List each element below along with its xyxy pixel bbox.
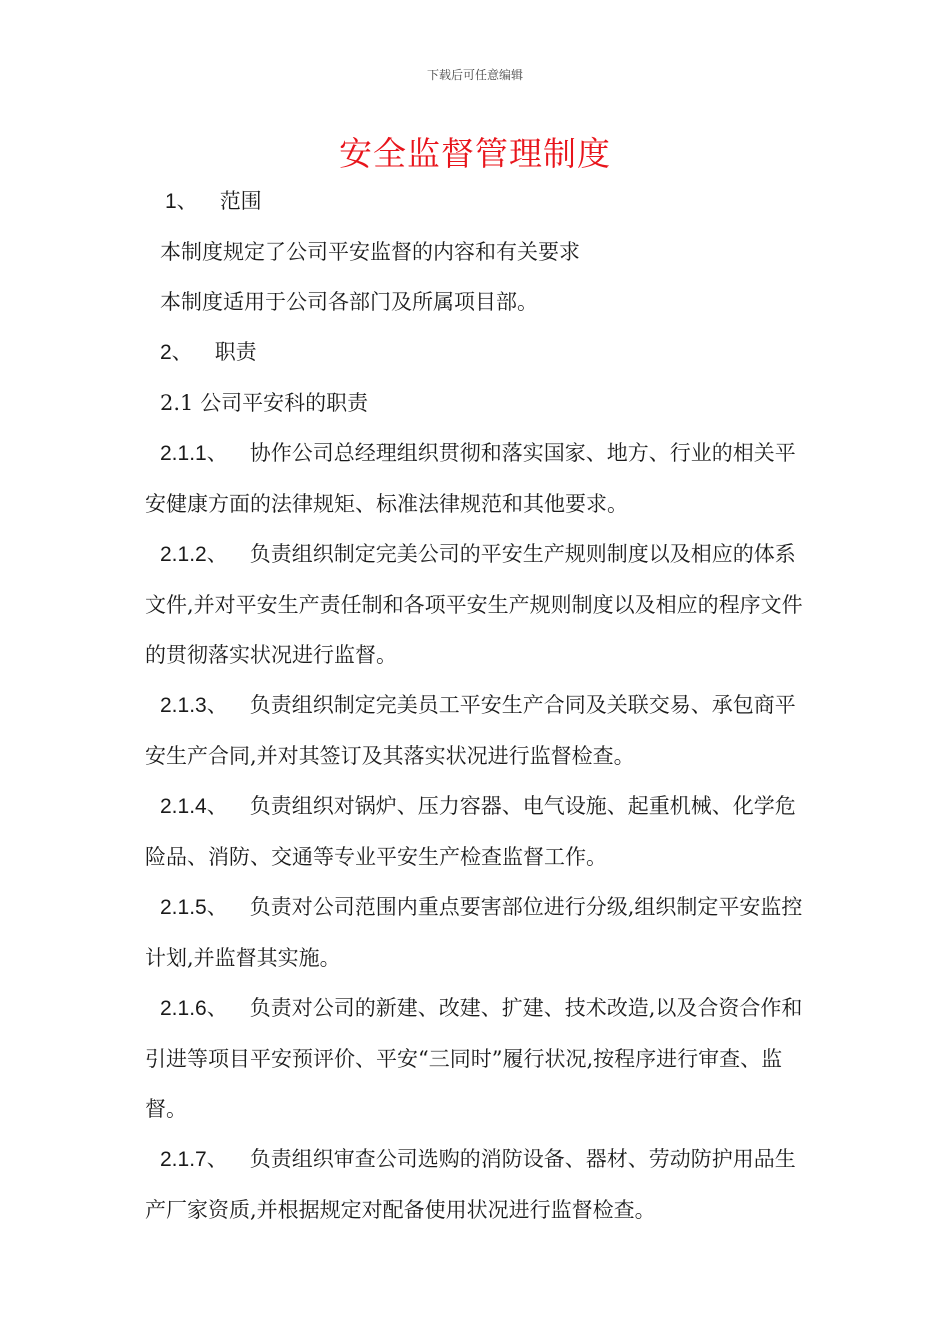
list-item (145, 529, 810, 680)
section-1-title: 范围 (219, 189, 262, 213)
header-note: 下载后可任意编辑 (426, 68, 523, 82)
list-item (145, 1134, 810, 1235)
section-1-paragraph-2: 本制度适用于公司各部门及所属项目部。 (160, 290, 538, 314)
item-number: 2.1.3、 (160, 694, 228, 717)
list-item (145, 781, 810, 882)
item-text: 负责组织制定完美公司的平安生产规则制度以及相应的体系文件,并对平安生产责任制和各项平安生产规则制度以及相应的程序文件的贯彻落实状况进行监督。 (145, 542, 803, 667)
section-1-paragraph-1: 本制度规定了公司平安监督的内容和有关要求 (160, 240, 580, 264)
item-text: 负责组织制定完美员工平安生产合同及关联交易、承包商平安生产合同,并对其签订及其落实状况进行监督检查。 (145, 693, 796, 768)
list-item (145, 428, 810, 529)
item-text: 负责组织审查公司选购的消防设备、器材、劳动防护用品生产厂家资质,并根据规定对配备使用状况进行监督检查。 (145, 1147, 796, 1222)
item-number: 2.1.5、 (160, 896, 228, 919)
section-2-1-heading: 2.1 公司平安科的职责 (160, 391, 369, 415)
section-1-heading (145, 176, 810, 227)
item-text: 负责对公司范围内重点要害部位进行分级,组织制定平安监控计划,并监督其实施。 (145, 895, 803, 970)
item-number: 2.1.2、 (160, 543, 228, 566)
document-title: 安全监督管理制度 (339, 134, 611, 173)
document-body (145, 176, 810, 1235)
section-1-number: 1、 (165, 190, 198, 213)
item-number: 2.1.4、 (160, 795, 228, 818)
item-text: 负责组织对锅炉、压力容器、电气设施、起重机械、化学危险品、消防、交通等专业平安生产检查监督工作。 (145, 794, 796, 869)
section-2-number: 2、 (160, 341, 193, 364)
item-text: 协作公司总经理组织贯彻和落实国家、地方、行业的相关平安健康方面的法律规矩、标准法律规范和其他要求。 (145, 441, 796, 516)
list-item (145, 680, 810, 781)
item-number: 2.1.1、 (160, 442, 228, 465)
item-number: 2.1.7、 (160, 1148, 228, 1171)
item-number: 2.1.6、 (160, 997, 228, 1020)
list-item (145, 882, 810, 983)
item-text: 负责对公司的新建、改建、扩建、技术改造,以及合资合作和引进等项目平安预评价、平安“三同时”履行状况,按程序进行审查、监督。 (145, 996, 803, 1121)
list-item (145, 983, 810, 1134)
section-2-title: 职责 (214, 340, 257, 364)
section-2-heading (145, 327, 810, 378)
